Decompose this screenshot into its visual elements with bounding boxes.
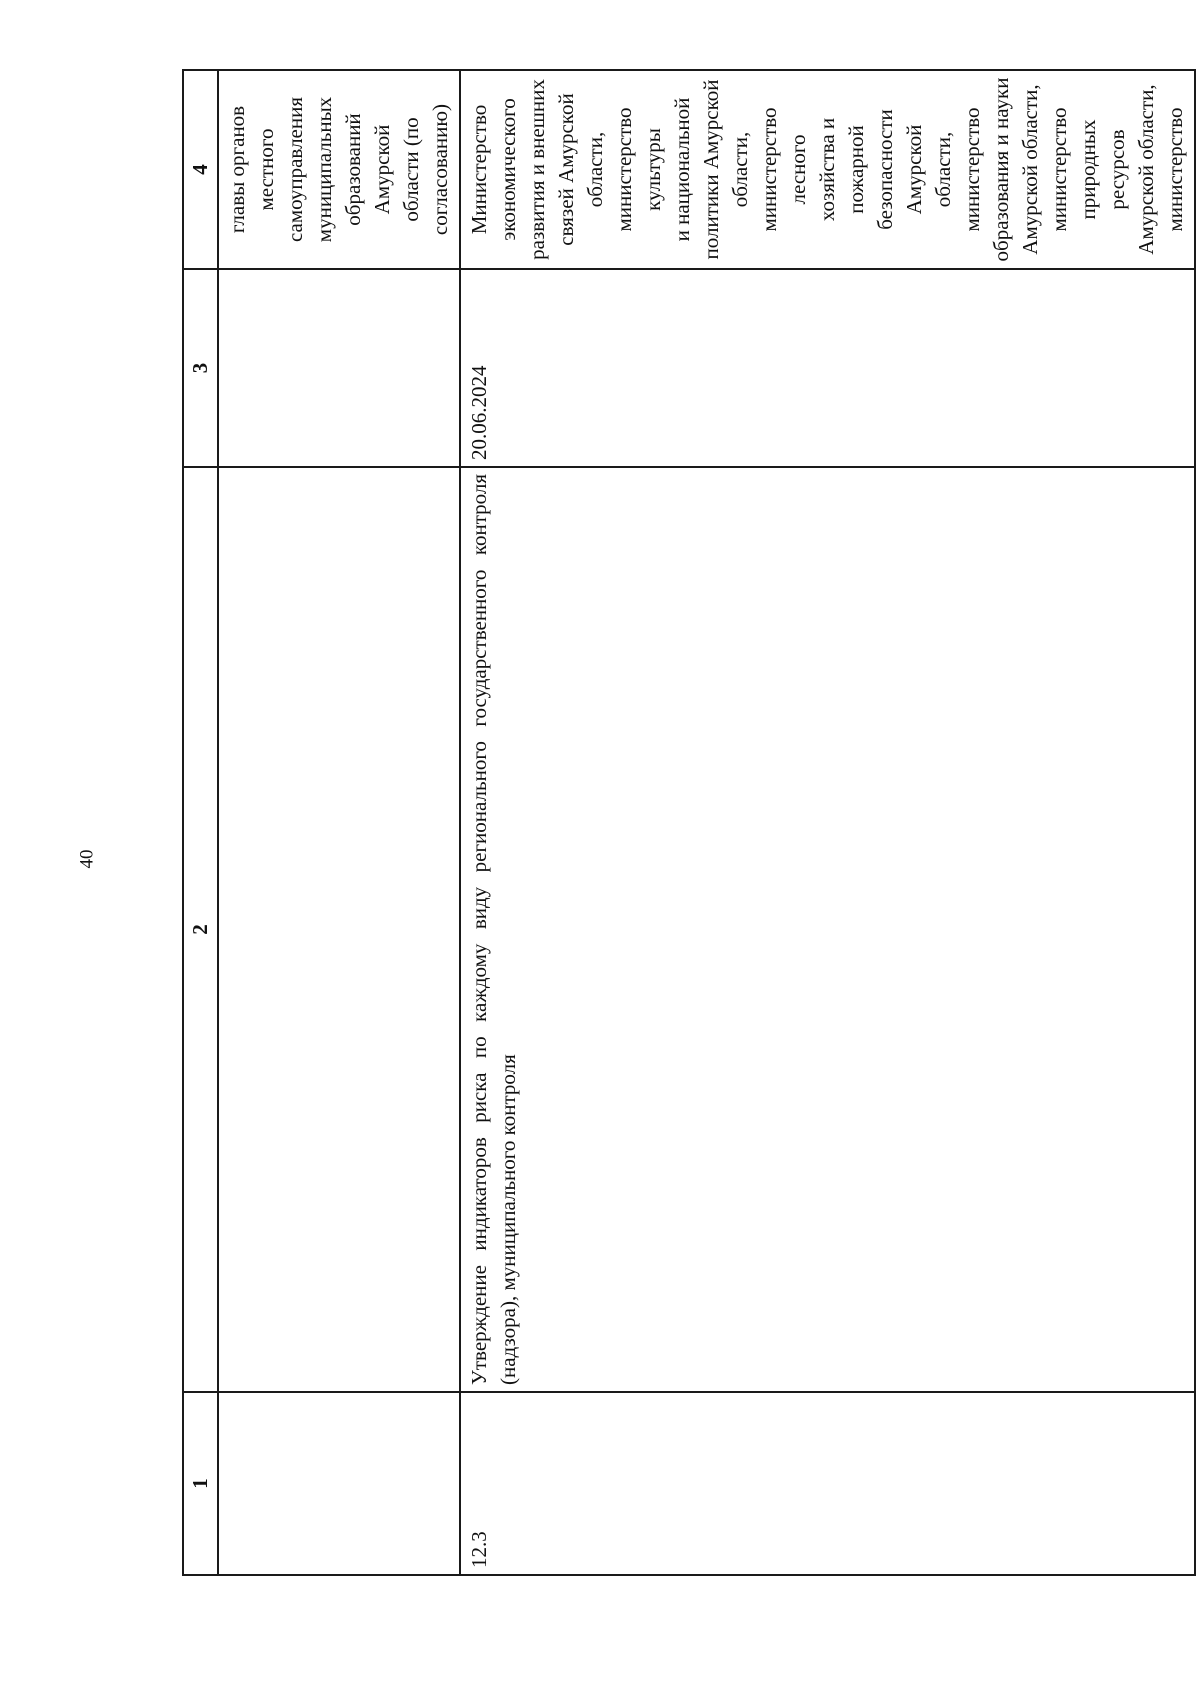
responsible-line: природных ресурсов <box>1076 119 1129 220</box>
row-number-cell <box>218 1392 460 1575</box>
table-row <box>218 70 460 1575</box>
page-number: 40 <box>76 849 98 869</box>
measure-text-cell <box>218 467 460 1392</box>
responsible-line: развития и внешних <box>525 79 549 260</box>
responsible-line: муниципальных <box>312 96 336 243</box>
rotated-page-content <box>182 71 1187 1576</box>
responsible-line: образования и науки <box>989 77 1013 262</box>
table-header-row <box>183 70 218 1575</box>
column-header-1: 1 <box>183 1392 218 1575</box>
responsible-line: хозяйства и пожарной <box>815 117 868 222</box>
table-row <box>460 70 1195 1575</box>
responsible-line: Амурской области, <box>1018 84 1042 255</box>
responsible-line: министерство лесного <box>757 107 810 232</box>
responsible-line: связей Амурской <box>554 93 578 246</box>
responsible-line: самоуправления <box>283 96 307 243</box>
plan-table <box>182 69 1196 1576</box>
responsible-line: области, <box>931 131 955 208</box>
column-header-4: 4 <box>183 70 218 269</box>
responsible-line: главы органов местного <box>225 105 278 234</box>
responsible-line: безопасности Амурской <box>873 109 926 230</box>
deadline-cell: 20.06.2024 <box>460 269 1195 467</box>
responsible-line: министерство <box>1047 107 1071 232</box>
responsible-cell <box>218 70 460 269</box>
responsible-line: министерство <box>1163 107 1187 232</box>
responsible-line: министерство культуры <box>612 107 665 232</box>
responsible-line: Министерство <box>467 104 491 235</box>
deadline-cell <box>218 269 460 467</box>
responsible-line: области (по <box>399 117 423 222</box>
responsible-line: области, <box>583 131 607 208</box>
row-number-cell: 12.3 <box>460 1392 1195 1575</box>
responsible-line: и национальной <box>670 97 694 242</box>
measure-text-cell: Утверждение индикаторов риска по каждому виду регионального государственного контроля (надзора), муниципального контроля <box>460 467 1195 1392</box>
responsible-line: согласованию) <box>428 103 452 236</box>
responsible-cell <box>460 70 1195 269</box>
column-header-3: 3 <box>183 269 218 467</box>
responsible-line: области, <box>728 131 752 208</box>
column-header-2: 2 <box>183 467 218 1392</box>
responsible-line: Амурской области, <box>1134 84 1158 255</box>
responsible-line: образований Амурской <box>341 113 394 226</box>
responsible-line: министерство <box>960 107 984 232</box>
responsible-line: политики Амурской <box>699 79 723 260</box>
responsible-line: экономического <box>496 98 520 241</box>
